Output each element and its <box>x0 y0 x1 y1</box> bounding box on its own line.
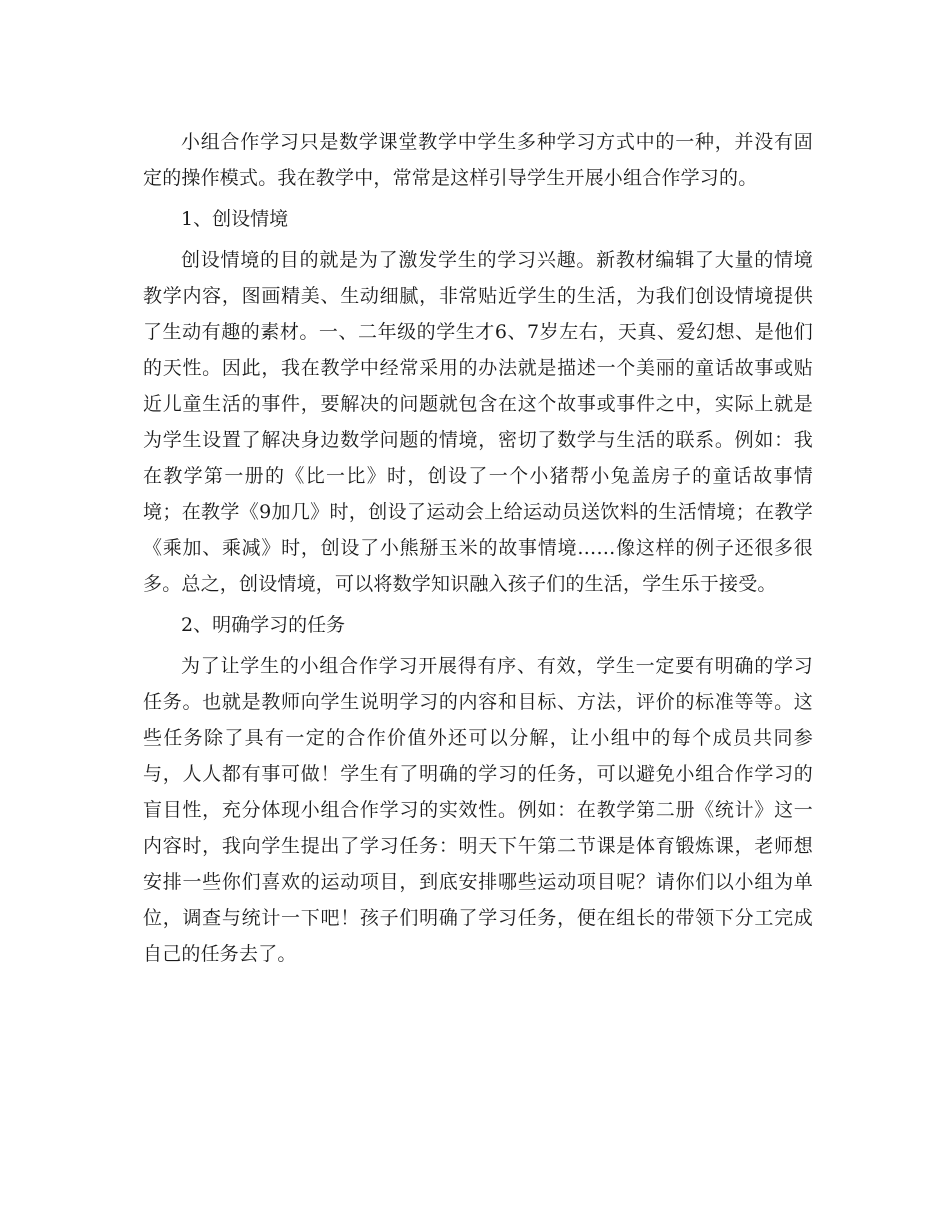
section-heading-1: 1、创设情境 <box>181 208 289 230</box>
section-heading-2: 2、明确学习的任务 <box>181 614 346 636</box>
paragraph-intro: 小组合作学习只是数学课堂教学中学生多种学习方式中的一种，并没有固定的操作模式。我在教学中，常常是这样引导学生开展小组合作学习的。 <box>143 131 813 189</box>
paragraph-situation: 创设情境的目的就是为了激发学生的学习兴趣。新教材编辑了大量的情境教学内容，图画精美、生动细腻，非常贴近学生的生活，为我们创设情境提供了生动有趣的素材。一、二年级的学生才6、7岁左右，天真、爱幻想、是他们的天性。因此，我在教学中经常采用的办法就是描述一个美丽的童话故事或贴近儿童生活的事件，要解决的问题就包含在这个故事或事件之中，实际上就是为学生设置了解决身边数学问题的情境，密切了数学与生活的联系。例如：我在教学第一册的《比一比》时，创设了一个小猪帮小兔盖房子的童话故事情境；在教学《9加几》时，创设了运动会上给运动员送饮料的生活情境；在教学《乘加、乘减》时，创设了小熊掰玉米的故事情境……像这样的例子还很多很多。总之，创设情境，可以将数学知识融入孩子们的生活，学生乐于接受。 <box>143 249 813 595</box>
paragraph-task: 为了让学生的小组合作学习开展得有序、有效，学生一定要有明确的学习任务。也就是教师向学生说明学习的内容和目标、方法，评价的标准等等。这些任务除了具有一定的合作价值外还可以分解，让小组中的每个成员共同参与，人人都有事可做！学生有了明确的学习的任务，可以避免小组合作学习的盲目性，充分体现小组合作学习的实效性。例如：在教学第二册《统计》这一内容时，我向学生提出了学习任务：明天下午第二节课是体育锻炼课，老师想安排一些你们喜欢的运动项目，到底安排哪些运动项目呢？请你们以小组为单位，调查与统计一下吧！孩子们明确了学习任务，便在组长的带领下分工完成自己的任务去了。 <box>143 655 813 965</box>
document-body <box>143 124 813 972</box>
